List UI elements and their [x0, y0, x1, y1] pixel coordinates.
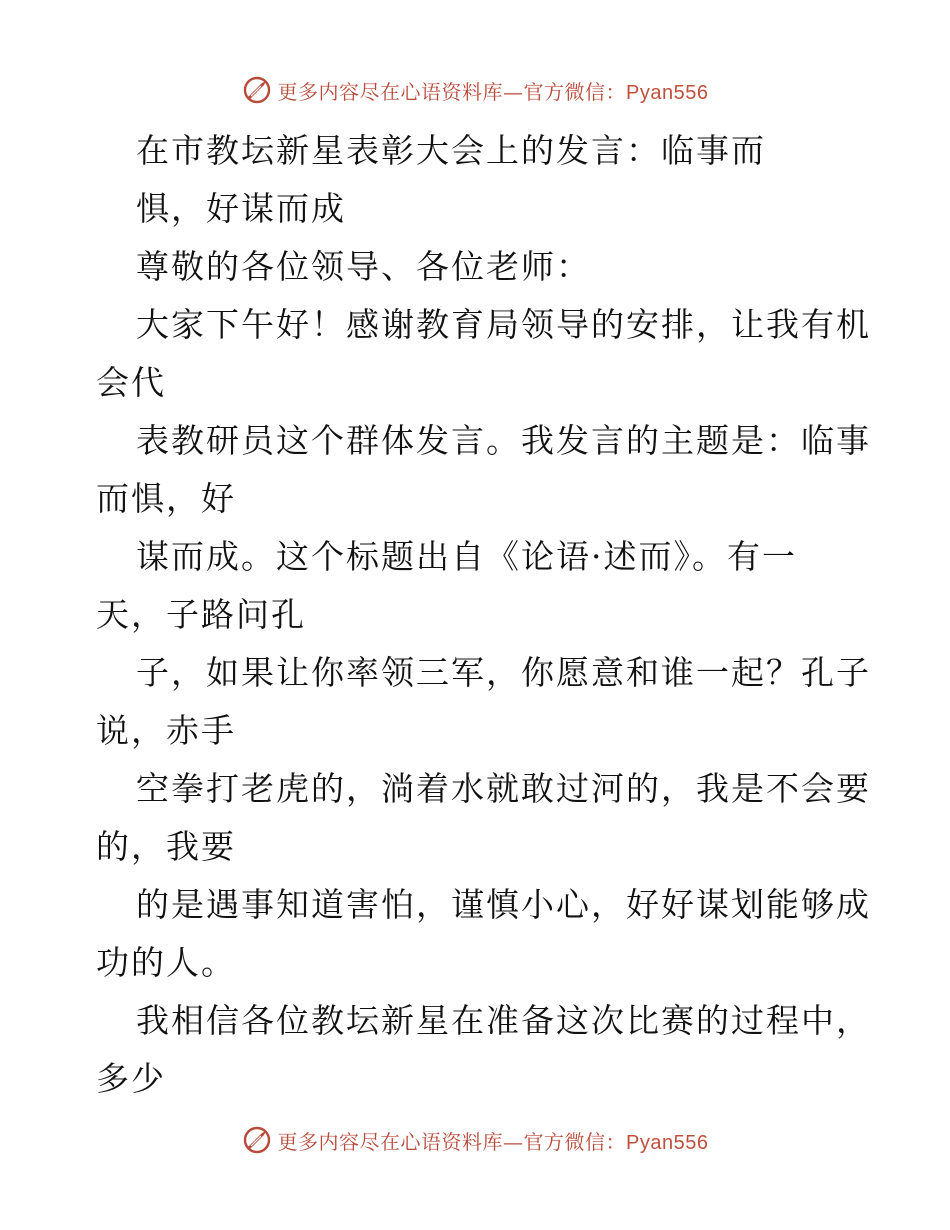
- banner-separator: —: [503, 79, 524, 104]
- wechat-label: 官方微信：: [523, 79, 627, 104]
- text-line: 我相信各位教坛新星在准备这次比赛的过程中，: [136, 1001, 871, 1040]
- text-line: 表教研员这个群体发言。我发言的主题是：临事: [136, 421, 871, 460]
- text-line: 多少: [96, 1059, 166, 1098]
- banner-title: 更多内容尽在心语资料库: [277, 79, 504, 104]
- footer-banner: [0, 1120, 950, 1160]
- text-line: 会代: [96, 363, 166, 402]
- wechat-id: Pyan556: [626, 1131, 709, 1154]
- text-line: 谋而成。这个标题出自《论语·述而》。有一: [136, 537, 797, 576]
- header-banner: [0, 70, 950, 110]
- text-line: 功的人。: [96, 943, 236, 982]
- banner-title: 更多内容尽在心语资料库: [277, 1129, 504, 1154]
- text-line: 在市教坛新星表彰大会上的发言：临事而: [136, 131, 766, 170]
- quill-logo-icon: [242, 1125, 272, 1155]
- text-line: 大家下午好！感谢教育局领导的安排，让我有机: [136, 305, 871, 344]
- wechat-label: 官方微信：: [523, 1129, 627, 1154]
- text-line: 尊敬的各位领导、各位老师：: [136, 247, 591, 286]
- banner-separator: —: [503, 1129, 524, 1154]
- wechat-id: Pyan556: [626, 81, 709, 104]
- text-line: 惧，好谋而成: [136, 189, 346, 228]
- text-line: 天，子路问孔: [96, 595, 306, 634]
- banner-text: [278, 76, 709, 105]
- document-body: [96, 122, 871, 1108]
- text-line: 子，如果让你率领三军，你愿意和谁一起？孔子: [136, 653, 871, 692]
- text-line: 而惧，好: [96, 479, 236, 518]
- quill-logo-icon: [242, 75, 272, 105]
- text-line: 的是遇事知道害怕，谨慎小心，好好谋划能够成: [136, 885, 871, 924]
- text-line: 空拳打老虎的，淌着水就敢过河的，我是不会要: [136, 769, 871, 808]
- text-line: 的，我要: [96, 827, 236, 866]
- text-line: 说，赤手: [96, 711, 236, 750]
- banner-text: [278, 1126, 709, 1155]
